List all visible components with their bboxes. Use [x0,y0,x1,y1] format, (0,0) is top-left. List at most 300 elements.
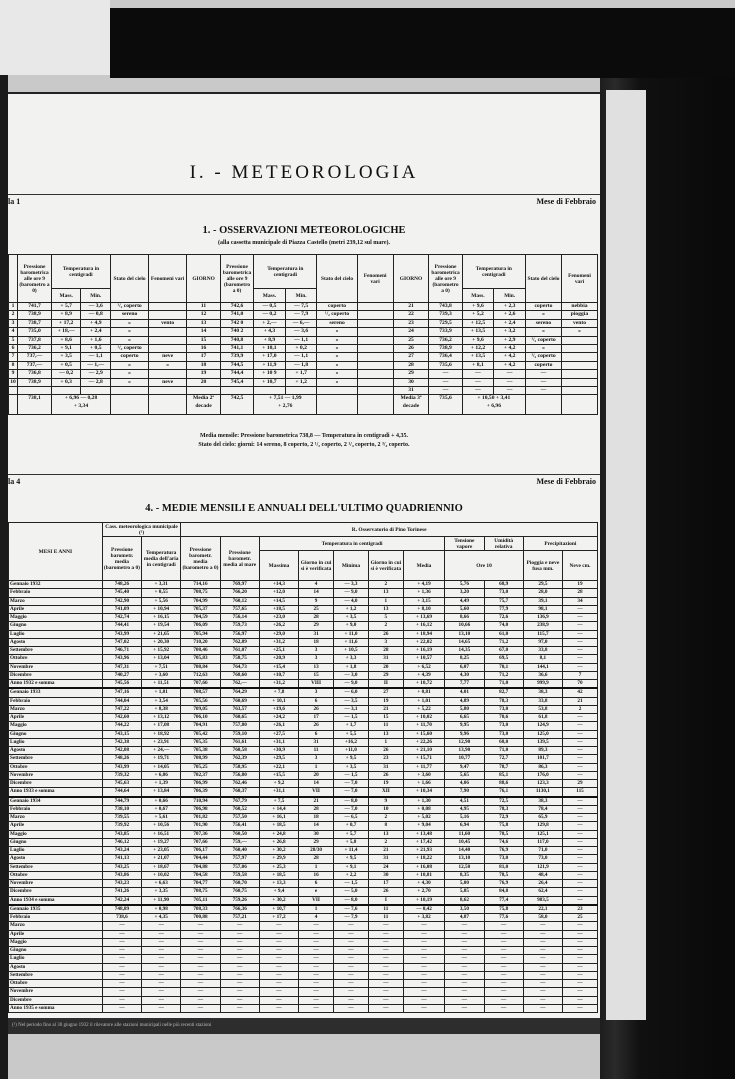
value-cell: — [299,971,334,979]
value-cell: — [181,1004,220,1012]
media-mean: + 6,96 [486,402,501,409]
value-cell: — [220,955,259,963]
value-cell: + 15,71 [403,755,444,763]
cell-mn: — [494,387,526,395]
cell-mn [285,387,317,395]
value-cell: — [334,947,369,955]
table-row [9,838,598,846]
value-cell: 26 [299,705,334,713]
value-cell: — [220,922,259,930]
cell-p: 735,0 [18,328,52,336]
value-cell: 743,86 [102,871,141,879]
value-cell: — [403,996,444,1004]
value-cell: + 16,15 [142,614,181,622]
value-cell: +26,1 [259,722,298,730]
cell-p: 729,5 [429,319,462,327]
value-cell: 75,7 [484,597,523,605]
value-cell: 77,6 [484,914,523,922]
value-cell: 700,88 [181,914,220,922]
day-cell: 9 [9,370,18,378]
value-cell: 746,12 [102,838,141,846]
value-cell: + 6,52 [403,663,444,671]
day-cell: 6 [9,345,18,353]
value-cell: 26 [299,722,334,730]
value-cell: VIII [299,680,334,689]
value-cell: 3 [299,647,334,655]
value-cell: — [299,947,334,955]
value-cell: + 19,54 [142,622,181,630]
value-cell: 17 [299,714,334,722]
value-cell: — [259,988,298,996]
value-cell: 23 [563,905,598,914]
value-cell: 763,57 [220,705,259,713]
monthly-summary [8,432,600,450]
mass-header: Mass. [51,289,81,303]
value-cell: +22,1 [259,763,298,771]
value-cell: — [563,938,598,946]
cell-p: 736,4 [429,353,462,361]
value-cell: 25 [563,914,598,922]
stato-header: Stato del cielo [111,255,149,303]
value-cell: + 9,1 [334,863,369,871]
cell-g: 16 [187,345,221,353]
media-pressure: 742,5 [220,395,253,415]
value-cell: — [259,955,298,963]
value-cell: 7 [563,671,598,679]
value-cell: 29 [299,838,334,846]
month-label: Agosto [9,855,103,863]
table-row [9,788,598,797]
value-cell: 6,07 [445,663,484,671]
value-cell: 743,24 [102,847,141,855]
value-cell: 757,06 [220,863,259,871]
value-cell: 1 [299,863,334,871]
cell-p: 738,7 [18,319,52,327]
value-cell: 761,61 [220,738,259,746]
value-cell: 766,36 [220,905,259,914]
cell-f: vento [561,319,597,327]
cell-mx: + 17,2 [51,319,81,327]
value-cell: — [563,738,598,746]
value-cell: + 5,8 [334,838,369,846]
cell-g: 18 [187,361,221,369]
value-cell: 743,99 [102,763,141,771]
value-cell: 81,0 [484,863,523,871]
value-cell: — 6,5 [334,814,369,822]
value-cell: 30 [368,871,403,879]
value-cell: 760,37 [220,788,259,797]
value-cell: 115 [563,788,598,797]
value-cell: — [220,938,259,946]
month-label: Luglio [9,738,103,746]
value-cell: 1 [299,763,334,771]
value-cell: 78,5 [484,830,523,838]
value-cell: 1 [299,905,334,914]
value-cell: 739,92 [102,822,141,830]
value-cell: 39,1 [523,597,562,605]
cell-s [317,387,357,395]
value-cell: — [563,871,598,879]
cell-mx [51,387,81,395]
cell-mn: + 0,2 [285,345,317,353]
value-cell: 61,8 [523,714,562,722]
value-cell: 8,62 [445,896,484,905]
media-label [9,395,18,415]
value-cell: + 10,19 [403,896,444,905]
value-cell: + 5,7 [334,830,369,838]
cell-p: 737,— [18,353,52,361]
value-cell: 89,3 [523,747,562,755]
value-cell: 11,60 [445,830,484,838]
month-label: Settembre [9,863,103,871]
value-cell: — [142,955,181,963]
value-cell: 739,32 [102,771,141,779]
value-cell: 701,82 [181,814,220,822]
value-cell: 31 [368,855,403,863]
value-cell: — [299,938,334,946]
media-max: + 10,50 [477,395,495,402]
value-cell: — [181,996,220,1004]
value-cell: 74,0 [484,622,523,630]
scan-margin [0,0,110,75]
value-cell: — [484,996,523,1004]
value-cell: — [299,980,334,988]
value-cell: 13 [299,663,334,671]
cell-s: » [317,336,357,344]
table-row [9,387,598,395]
value-cell: — [259,922,298,930]
value-cell: — [403,947,444,955]
value-cell: 742,08 [102,747,141,755]
value-cell: + 29,9 [259,855,298,863]
value-cell: 76,1 [484,788,523,797]
value-cell: 3 [299,655,334,663]
value-cell: +20,9 [259,655,298,663]
value-cell: +29,0 [259,630,298,638]
value-cell: — [563,963,598,971]
cell-mx: + 0,5 [51,361,81,369]
value-cell: 75,8 [484,822,523,830]
value-cell: 712,63 [181,671,220,679]
value-cell: 762,46 [220,780,259,788]
summary-sky: Stato del cielo: giorni: 14 sereno, 8 coperto, 2 ¹/₂ coperto, 2 ¹/₄ coperto, 2 ³/₄ coperto. [198,442,410,448]
value-cell: 708,99 [181,755,220,763]
value-cell: + 5,02 [403,814,444,822]
osservatorio-header: R. Osservatorio di Pino Torinese [181,523,598,537]
cell-f [561,370,597,378]
value-cell: 27 [368,688,403,697]
value-cell: 748,26 [102,581,141,589]
cell-mx: + 5,2 [462,311,494,319]
value-cell: — [445,963,484,971]
cell-f [149,303,187,311]
value-cell: + 16,12 [403,622,444,630]
fenomeni-header-3: Fenomeni vari [561,255,597,303]
cell-mn: — 2,9 [81,370,111,378]
value-cell: 28 [563,589,598,597]
month-label: Febbraio [9,697,103,705]
cell-s: sereno [317,319,357,327]
cell-mn: — 2,8 [81,378,111,386]
value-cell: 19 [368,780,403,788]
table-row [9,922,598,930]
month-label: Settembre [9,647,103,655]
value-cell: — [563,622,598,630]
cell-f: neve [149,378,187,386]
cell-f [149,387,187,395]
tempc-header: Temperatura in centigradi [259,537,444,551]
value-cell: — [563,755,598,763]
cell-mn: — 3,6 [81,303,111,311]
value-cell: — [523,980,562,988]
value-cell: + 19,27 [142,838,181,846]
value-cell: 744,64 [102,788,141,797]
value-cell: — [102,996,141,1004]
value-cell: 744,41 [102,622,141,630]
value-cell: + 7,51 [142,663,181,671]
value-cell: + 6,86 [142,771,181,779]
value-cell: 759,— [220,838,259,846]
value-cell: 30 [299,830,334,838]
value-cell: 69,5 [484,655,523,663]
value-cell: + 9,4 [259,888,298,896]
value-cell: 26 [368,771,403,779]
value-cell: — [563,814,598,822]
cell-p: 741,1 [220,345,253,353]
value-cell: 758,75 [220,655,259,663]
value-cell: 1 [368,738,403,746]
value-cell: 705,83 [181,655,220,663]
value-cell: + 9,5 [334,755,369,763]
value-cell: — 4,0 [334,597,369,605]
value-cell: 760,50 [220,830,259,838]
value-cell: + 3,82 [403,914,444,922]
cell-p: 744,5 [220,361,253,369]
media-row [9,395,598,415]
value-cell: 707,66 [181,680,220,689]
table-row [9,780,598,788]
value-cell: 707,66 [181,838,220,846]
value-cell: + 3,3 [334,655,369,663]
value-cell: + 7,5 [259,797,298,806]
table-row [9,930,598,938]
value-cell: 744,79 [102,797,141,806]
value-cell: 23 [368,755,403,763]
value-cell: + 30,2 [259,896,298,905]
massima-header: Massima [259,551,298,581]
value-cell: — [181,980,220,988]
value-cell: — [368,947,403,955]
month-label: Dicembre [9,671,103,679]
value-cell: 13,90 [445,747,484,755]
value-cell: + 21,07 [142,855,181,863]
value-cell: +12,0 [259,589,298,597]
cell-mx: + 10,1 [254,345,286,353]
cell-mn: + 4,2 [494,361,526,369]
value-cell: + 13,69 [403,614,444,622]
value-cell: 73,0 [523,855,562,863]
value-cell: 5,16 [445,814,484,822]
empty-cell [317,395,357,415]
value-cell: — [259,930,298,938]
cell-f [357,303,393,311]
table-row [9,671,598,679]
cell-mn: + 0,5 [81,345,111,353]
value-cell: 76,9 [484,880,523,888]
mass-header-3: Mass. [462,289,494,303]
value-cell: 10,66 [445,622,484,630]
cell-mn: + 4,2 [494,345,526,353]
value-cell: 756,97 [220,630,259,638]
cell-mn: + 2,9 [494,336,526,344]
value-cell: 42 [563,688,598,697]
table-row [9,905,598,914]
value-cell: 4 [299,914,334,922]
value-cell: 709,05 [181,705,220,713]
month-label: Maggio [9,722,103,730]
value-cell: — [259,947,298,955]
value-cell: — [563,955,598,963]
value-cell: 73,0 [484,705,523,713]
day-cell: 5 [9,336,18,344]
value-cell: +15,5 [259,771,298,779]
cell-s: » [111,370,149,378]
month-label: Febbraio [9,914,103,922]
table-row [9,605,598,613]
value-cell: + 7,8 [259,688,298,697]
value-cell: — [181,947,220,955]
value-cell: 742,38 [102,738,141,746]
value-cell: — [563,830,598,838]
value-cell: — [563,638,598,646]
value-cell: + 21,10 [403,747,444,755]
value-cell: — [445,930,484,938]
value-cell: — [563,838,598,846]
value-cell: 26 [368,888,403,896]
value-cell: 760,70 [220,880,259,888]
value-cell: 71,2 [484,671,523,679]
pressione-header-3: Pressione barometrica alle ore 9 (barometro a 0) [429,255,462,303]
value-cell: + 10,02 [403,714,444,722]
month-label: Novembre [9,663,103,671]
value-cell: 38,3 [523,688,562,697]
value-cell: 31 [368,655,403,663]
pressione-header-2: Pressione barometrica alle ore 9 (barometro a 0) [220,255,253,303]
value-cell: 4,89 [445,697,484,705]
value-cell: 26 [368,630,403,638]
value-cell: 9,47 [445,763,484,771]
month-label: Ottobre [9,655,103,663]
table-row [9,614,598,622]
value-cell: 8,66 [445,614,484,622]
cell-mx: + 8,1 [462,361,494,369]
cell-mn: — 1,1 [285,353,317,361]
cell-p: 742,6 [220,303,253,311]
value-cell: + 1,7 [334,722,369,730]
cell-mx: + 11,9 [254,361,286,369]
cell-g: 21 [393,303,429,311]
cell-mx: + 4,3 [254,328,286,336]
value-cell: — [299,996,334,1004]
tempm-header: Temperatura media dell'aria in centigradi [142,537,181,581]
day-cell: 3 [9,319,18,327]
value-cell: 21 [368,705,403,713]
summary-pressure-temp: Media mensile: Pressione barometrica 738,8 — Temperatura in centigradi + 4,35. [199,433,408,439]
value-cell: 706,39 [181,788,220,797]
value-cell: 743,15 [102,730,141,738]
cell-mn: + 3,2 [494,328,526,336]
ore-header: Ore 10 [445,551,524,581]
cass-header: Cass. meteorologica municipale (¹) [102,523,181,537]
table-row [9,353,598,361]
month-label: Aprile [9,714,103,722]
value-cell: 756,41 [220,822,259,830]
value-cell: + 3,15 [403,597,444,605]
scan-page-fold [606,90,646,1020]
empty-cell [357,395,393,415]
value-cell: + 13,04 [142,655,181,663]
cell-g: 11 [187,303,221,311]
value-cell: 10,77 [445,755,484,763]
value-cell: — [523,971,562,979]
month-label: Settembre [9,755,103,763]
value-cell: — [484,988,523,996]
value-cell: — [142,980,181,988]
value-cell: 10 [368,805,403,813]
value-cell: — [484,938,523,946]
value-cell: 759,10 [220,730,259,738]
value-cell: + 9,5 [334,855,369,863]
value-cell: — [563,930,598,938]
value-cell: 73,0 [484,855,523,863]
value-cell: — [403,971,444,979]
value-cell: — [181,988,220,996]
value-cell: 14,35 [445,647,484,655]
value-cell: + 21,65 [142,630,181,638]
value-cell: — [403,963,444,971]
value-cell: 98,1 [523,605,562,613]
value-cell: 33,8 [523,647,562,655]
value-cell: + 0,08 [403,805,444,813]
value-cell: 743,96 [102,655,141,663]
cell-s: coperto [317,303,357,311]
value-cell: +23,0 [259,614,298,622]
value-cell: 6 [299,697,334,705]
value-cell: — [484,955,523,963]
value-cell: + 10,5 [334,647,369,655]
value-cell: — [445,955,484,963]
value-cell: + 11,90 [142,896,181,905]
value-cell: 3 [368,638,403,646]
table-row [9,747,598,755]
month-label: Maggio [9,830,103,838]
value-cell: 743,23 [102,880,141,888]
cell-mx: + 13,5 [462,353,494,361]
table-row [9,705,598,713]
value-cell: 761,07 [220,647,259,655]
value-cell: + 3,60 [142,671,181,679]
cell-g: 31 [393,387,429,395]
cell-f [357,361,393,369]
table-row [9,361,598,369]
value-cell: 129,8 [523,822,562,830]
value-cell: — [523,996,562,1004]
value-cell: — [181,930,220,938]
value-cell: 747,02 [102,638,141,646]
value-cell: 745,40 [102,589,141,597]
cell-mx: + 10 9 [254,370,286,378]
value-cell: 742,24 [102,896,141,905]
